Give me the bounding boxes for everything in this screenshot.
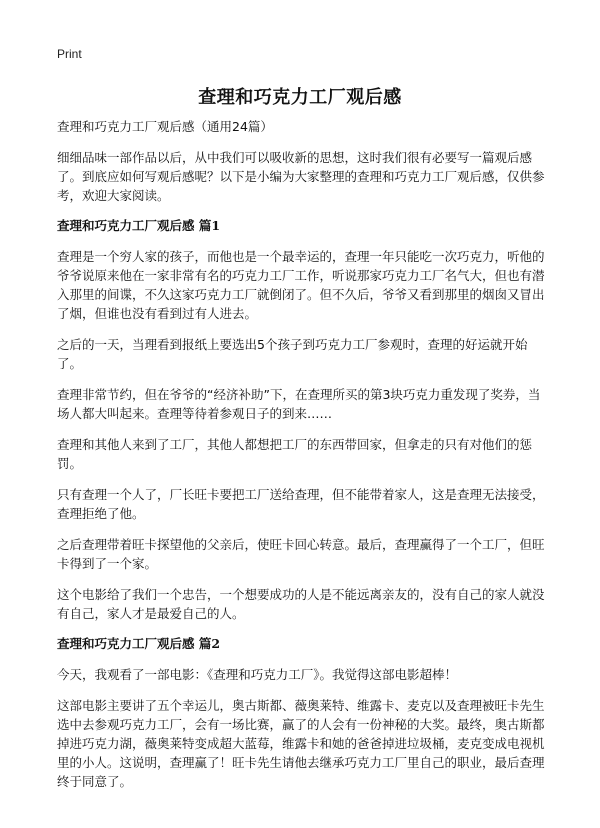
paragraph: 查理非常节约，但在爷爷的“经济补助”下，在查理所买的第3块巧克力重发现了奖券，当场人都大叫起来。查理等待着参观日子的到来…… [57, 387, 541, 421]
document-subtitle: 查理和巧克力工厂观后感（通用24篇） [57, 119, 273, 134]
paragraph: 只有查理一个人了，厂长旺卡要把工厂送给查理，但不能带着家人，这是查理无法接受，查理拒绝了他。 [57, 487, 545, 521]
print-link[interactable]: Print [57, 47, 82, 61]
section-heading: 查理和巧克力工厂观后感 篇2 [57, 636, 221, 651]
paragraph: 这部电影主要讲了五个幸运儿，奥古斯都、薇奥莱特、维露卡、麦克以及查理被旺卡先生选中去参观巧克力工厂，会有一场比赛，赢了的人会有一份神秘的大奖。最终，奥古斯都掉进巧克力湖，薇奥莱特变成超大蓝莓，维露卡和她的爸爸掉进垃圾桶，麦克变成电视机里的小人。这说明，查理赢了！旺卡先生请他去继承巧克力工厂里自己的职业，最后查理终于同意了。 [57, 698, 545, 789]
page-title: 查理和巧克力工厂观后感 [198, 87, 402, 108]
paragraph: 查理是一个穷人家的孩子，而他也是一个最幸运的，查理一年只能吃一次巧克力，听他的爷爷说原来他在一家非常有名的巧克力工厂工作，听说那家巧克力工厂名气大，但也有潜入那里的间谍，不久这家巧克力工厂就倒闭了。但不久后，爷爷又看到那里的烟囱又冒出了烟，但谁也没有看到过有人进去。 [57, 249, 545, 321]
paragraph: 查理和其他人来到了工厂，其他人都想把工厂的东西带回家，但拿走的只有对他们的惩罚。 [57, 437, 533, 471]
document-body [57, 118, 547, 803]
paragraph: 之后查理带着旺卡探望他的父亲后，使旺卡回心转意。最后，查理赢得了一个工厂，但旺卡得到了一个家。 [57, 537, 545, 571]
paragraph: 这个电影给了我们一个忠告，一个想要成功的人是不能远离亲友的，没有自己的家人就没有自己，家人才是最爱自己的人。 [57, 587, 545, 621]
section-heading: 查理和巧克力工厂观后感 篇1 [57, 218, 221, 233]
paragraph: 今天，我观看了一部电影：《查理和巧克力工厂》。我觉得这部电影超棒！ [57, 667, 458, 682]
paragraph: 之后的一天，当理看到报纸上要选出5个孩子到巧克力工厂参观时，查理的好运就开始了。 [57, 337, 528, 371]
intro-paragraph: 细细品味一部作品以后，从中我们可以吸收新的思想，这时我们很有必要写一篇观后感了。到底应如何写观后感呢？以下是小编为大家整理的查理和巧克力工厂观后感，仅供参考，欢迎大家阅读。 [57, 150, 545, 203]
